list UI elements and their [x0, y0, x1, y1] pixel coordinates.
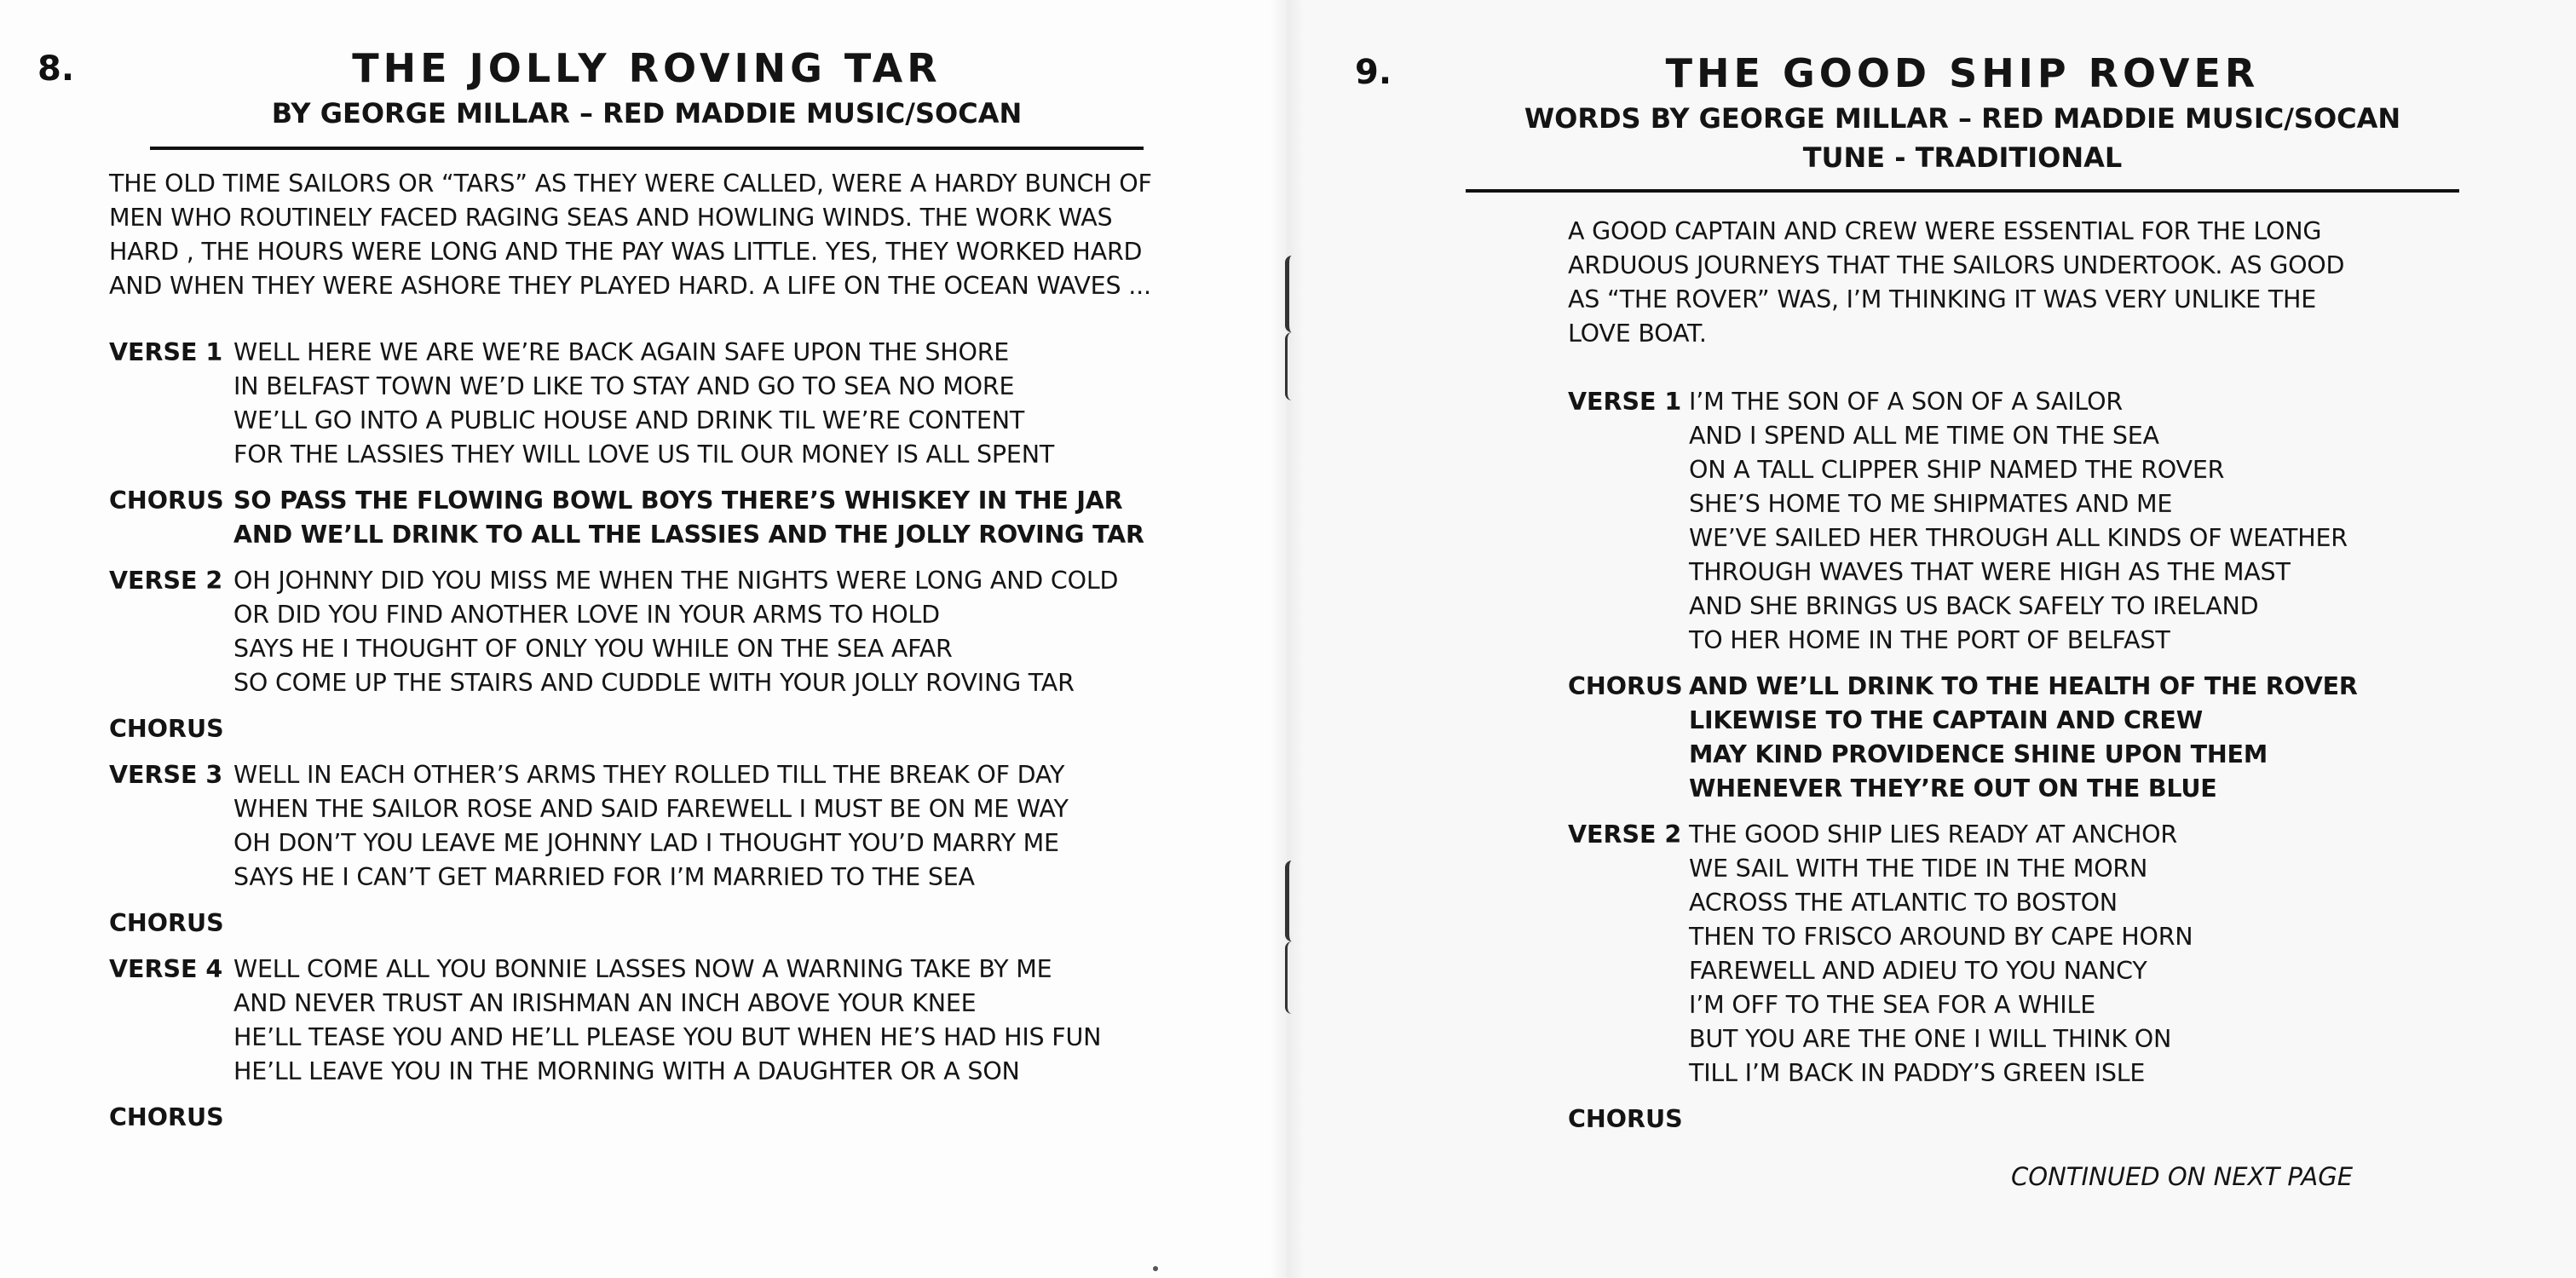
- verse-2: [1568, 818, 2531, 1091]
- chorus-repeat: [109, 1101, 1268, 1135]
- lyric-line: TO HER HOME IN THE PORT OF BELFAST: [1689, 626, 2170, 654]
- lyric-line: AND SHE BRINGS US BACK SAFELY TO IRELAND: [1689, 592, 2259, 620]
- song-title: THE GOOD SHIP ROVER: [1665, 50, 2260, 96]
- song-number: 8.: [37, 49, 75, 89]
- section-label: VERSE 1: [109, 338, 223, 366]
- section-label: CHORUS: [109, 909, 224, 937]
- lyric-line: WE’LL GO INTO A PUBLIC HOUSE AND DRINK TIL WE’RE CONTENT: [233, 406, 1025, 435]
- lyric-line: AND NEVER TRUST AN IRISHMAN AN INCH ABOVE YOUR KNEE: [233, 989, 977, 1017]
- section-label: VERSE 2: [109, 567, 223, 595]
- verse-2: [109, 564, 1268, 700]
- lyrics: [1568, 385, 2531, 1148]
- lyric-line: SO COME UP THE STAIRS AND CUDDLE WITH YOUR JOLLY ROVING TAR: [233, 669, 1075, 697]
- section-label: CHORUS: [109, 1103, 224, 1131]
- lyrics: [109, 336, 1268, 1147]
- chorus: [109, 484, 1268, 552]
- section-label: CHORUS: [109, 486, 224, 515]
- verse-4: [109, 953, 1268, 1089]
- lyric-line: MAY KIND PROVIDENCE SHINE UPON THEM: [1689, 740, 2268, 769]
- song-header: [1466, 48, 2459, 177]
- section-label: VERSE 4: [109, 955, 223, 983]
- lyric-line: ON A TALL CLIPPER SHIP NAMED THE ROVER: [1689, 456, 2225, 484]
- lyric-line: FAREWELL AND ADIEU TO YOU NANCY: [1689, 957, 2147, 985]
- song-byline: BY GEORGE MILLAR – RED MADDIE MUSIC/SOCAN: [271, 97, 1023, 130]
- lyric-line: AND WE’LL DRINK TO THE HEALTH OF THE ROVER: [1689, 672, 2358, 700]
- song-title: THE JOLLY ROVING TAR: [352, 45, 942, 91]
- continued-note: CONTINUED ON NEXT PAGE: [2011, 1162, 2354, 1191]
- lyric-line: THROUGH WAVES THAT WERE HIGH AS THE MAST: [1689, 558, 2291, 586]
- section-label: VERSE 2: [1568, 820, 1682, 849]
- intro-line: ARDUOUS JOURNEYS THAT THE SAILORS UNDERTOOK. AS GOOD: [1568, 251, 2345, 279]
- lyric-line: I’M OFF TO THE SEA FOR A WHILE: [1689, 991, 2095, 1019]
- staple-mark: [1285, 332, 1300, 400]
- song-intro: [109, 167, 1268, 303]
- lyric-line: ACROSS THE ATLANTIC TO BOSTON: [1689, 889, 2118, 917]
- lyric-line: LIKEWISE TO THE CAPTAIN AND CREW: [1689, 706, 2203, 734]
- left-page: [0, 0, 1287, 1278]
- lyric-line: HE’LL TEASE YOU AND HE’LL PLEASE YOU BUT WHEN HE’S HAD HIS FUN: [233, 1023, 1102, 1051]
- lyric-line: IN BELFAST TOWN WE’D LIKE TO STAY AND GO TO SEA NO MORE: [233, 372, 1015, 400]
- lyric-line: OR DID YOU FIND ANOTHER LOVE IN YOUR ARMS TO HOLD: [233, 601, 940, 629]
- verse-3: [109, 758, 1268, 895]
- lyric-line: SAYS HE I THOUGHT OF ONLY YOU WHILE ON THE SEA AFAR: [233, 635, 953, 663]
- section-label: VERSE 1: [1568, 388, 1682, 416]
- song-intro: [1568, 215, 2505, 351]
- verse-1: [1568, 385, 2531, 658]
- lyric-line: SO PASS THE FLOWING BOWL BOYS THERE’S WHISKEY IN THE JAR: [233, 486, 1123, 515]
- intro-line: AND WHEN THEY WERE ASHORE THEY PLAYED HARD. A LIFE ON THE OCEAN WAVES ...: [109, 272, 1151, 300]
- lyric-line: WHEN THE SAILOR ROSE AND SAID FAREWELL I MUST BE ON ME WAY: [233, 795, 1069, 823]
- page-gutter: [1270, 0, 1304, 1278]
- song-byline: WORDS BY GEORGE MILLAR – RED MADDIE MUSIC/SOCAN: [1524, 102, 2401, 135]
- lyric-line: WHENEVER THEY’RE OUT ON THE BLUE: [1689, 774, 2217, 803]
- lyric-line: WELL HERE WE ARE WE’RE BACK AGAIN SAFE UPON THE SHORE: [233, 338, 1010, 366]
- intro-line: LOVE BOAT.: [1568, 320, 1707, 348]
- lyric-line: OH DON’T YOU LEAVE ME JOHNNY LAD I THOUGHT YOU’D MARRY ME: [233, 829, 1059, 857]
- header-rule: [150, 147, 1144, 150]
- lyric-line: AND WE’LL DRINK TO ALL THE LASSIES AND THE JOLLY ROVING TAR: [233, 521, 1144, 549]
- chorus: [1568, 670, 2531, 806]
- lyric-line: AND I SPEND ALL ME TIME ON THE SEA: [1689, 422, 2159, 450]
- section-label: VERSE 3: [109, 761, 223, 789]
- lyric-line: THE GOOD SHIP LIES READY AT ANCHOR: [1689, 820, 2177, 849]
- print-speck: [1153, 1266, 1158, 1271]
- lyric-line: HE’LL LEAVE YOU IN THE MORNING WITH A DAUGHTER OR A SON: [233, 1057, 1020, 1085]
- lyric-line: BUT YOU ARE THE ONE I WILL THINK ON: [1689, 1025, 2172, 1053]
- song-number: 9.: [1355, 53, 1392, 92]
- lyric-line: WELL COME ALL YOU BONNIE LASSES NOW A WARNING TAKE BY ME: [233, 955, 1052, 983]
- section-label: CHORUS: [1568, 1105, 1683, 1133]
- chorus-repeat: [109, 907, 1268, 941]
- lyric-line: WELL IN EACH OTHER’S ARMS THEY ROLLED TILL THE BREAK OF DAY: [233, 761, 1065, 789]
- lyric-line: SHE’S HOME TO ME SHIPMATES AND ME: [1689, 490, 2173, 518]
- lyric-line: FOR THE LASSIES THEY WILL LOVE US TIL OUR MONEY IS ALL SPENT: [233, 440, 1055, 469]
- intro-line: A GOOD CAPTAIN AND CREW WERE ESSENTIAL FOR THE LONG: [1568, 217, 2322, 245]
- staple-mark: [1285, 256, 1301, 332]
- chorus-repeat: [1568, 1102, 2531, 1137]
- lyric-line: THEN TO FRISCO AROUND BY CAPE HORN: [1689, 923, 2193, 951]
- lyric-line: I’M THE SON OF A SON OF A SAILOR: [1689, 388, 2123, 416]
- intro-line: HARD , THE HOURS WERE LONG AND THE PAY WAS LITTLE. YES, THEY WORKED HARD: [109, 238, 1143, 266]
- section-label: CHORUS: [109, 715, 224, 743]
- staple-mark: [1285, 861, 1301, 941]
- intro-line: AS “THE ROVER” WAS, I’M THINKING IT WAS VERY UNLIKE THE: [1568, 285, 2317, 314]
- song-tune: TUNE - TRADITIONAL: [1802, 141, 2123, 174]
- lyric-line: TILL I’M BACK IN PADDY’S GREEN ISLE: [1689, 1059, 2146, 1087]
- intro-line: THE OLD TIME SAILORS OR “TARS” AS THEY WERE CALLED, WERE A HARDY BUNCH OF: [109, 170, 1152, 198]
- header-rule: [1466, 189, 2459, 193]
- song-header: [150, 43, 1144, 133]
- chorus-repeat: [109, 712, 1268, 746]
- intro-line: MEN WHO ROUTINELY FACED RAGING SEAS AND HOWLING WINDS. THE WORK WAS: [109, 204, 1113, 232]
- staple-mark: [1285, 941, 1300, 1014]
- section-label: CHORUS: [1568, 672, 1683, 700]
- lyric-line: SAYS HE I CAN’T GET MARRIED FOR I’M MARRIED TO THE SEA: [233, 863, 975, 891]
- lyric-line: WE SAIL WITH THE TIDE IN THE MORN: [1689, 855, 2148, 883]
- verse-1: [109, 336, 1268, 472]
- lyric-line: WE’VE SAILED HER THROUGH ALL KINDS OF WEATHER: [1689, 524, 2348, 552]
- right-page: [1287, 0, 2576, 1278]
- lyric-line: OH JOHNNY DID YOU MISS ME WHEN THE NIGHTS WERE LONG AND COLD: [233, 567, 1119, 595]
